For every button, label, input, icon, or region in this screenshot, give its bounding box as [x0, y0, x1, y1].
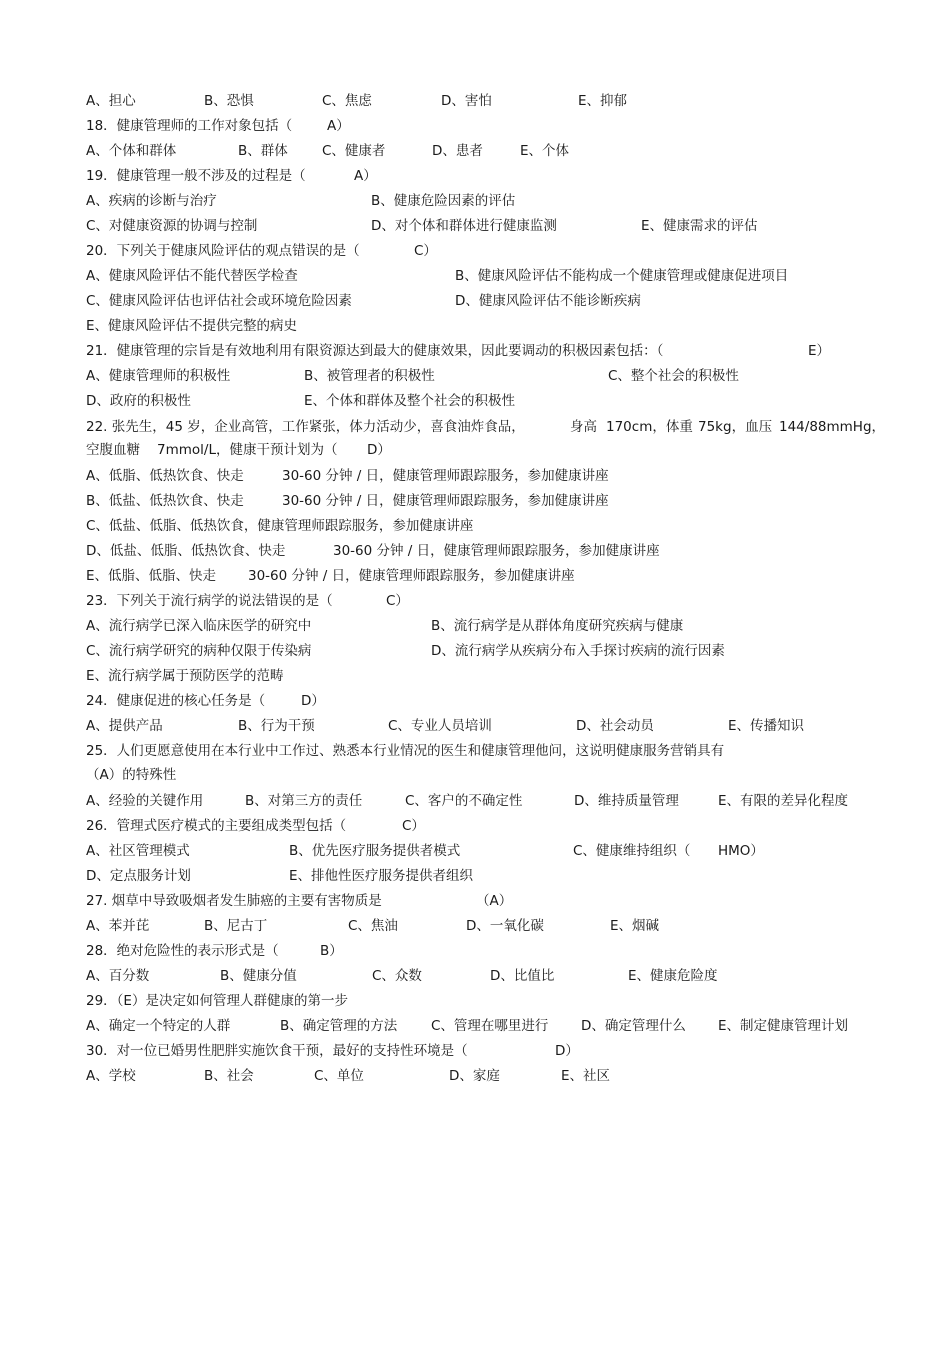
text-segment: 22. 张先生，45 岁，企业高管，工作紧张，体力活动少，喜食油炸食品， — [86, 419, 525, 435]
text-segment: A、社区管理模式 — [86, 843, 190, 859]
text-line — [0, 841, 950, 861]
text-segment: E、抑郁 — [578, 93, 628, 109]
text-segment: C） — [414, 243, 437, 259]
text-line — [0, 666, 950, 686]
text-segment: C） — [386, 593, 409, 609]
text-segment: 身高 — [570, 419, 597, 435]
text-segment: B、优先医疗服务提供者模式 — [289, 843, 461, 859]
text-line — [0, 765, 950, 785]
text-segment: B、低盐、低热饮食、快走 — [86, 493, 244, 509]
text-line — [0, 266, 950, 286]
text-segment: E、流行病学属于预防医学的范畴 — [86, 668, 284, 684]
text-segment: C、低盐、低脂、低热饮食，健康管理师跟踪服务，参加健康讲座 — [86, 518, 474, 534]
text-segment: 26．管理式医疗模式的主要组成类型包括（ — [86, 818, 347, 834]
text-segment: C、健康风险评估也评估社会或环境危险因素 — [86, 293, 352, 309]
text-segment: E、有限的差异化程度 — [718, 793, 849, 809]
text-segment: D） — [301, 693, 325, 709]
text-segment: B、健康危险因素的评估 — [371, 193, 516, 209]
text-segment: E、低脂、低脂、快走 — [86, 568, 217, 584]
text-segment: D、比值比 — [490, 968, 555, 984]
text-segment: C、流行病学研究的病种仅限于传染病 — [86, 643, 312, 659]
text-line — [0, 141, 950, 161]
text-segment: D、家庭 — [449, 1068, 500, 1084]
text-line — [0, 691, 950, 711]
text-segment: A、担心 — [86, 93, 136, 109]
text-segment: B、对第三方的责任 — [245, 793, 363, 809]
text-segment: B、健康风险评估不能构成一个健康管理或健康促进项目 — [455, 268, 789, 284]
text-segment: 21．健康管理的宗旨是有效地利用有限资源达到最大的健康效果，因此要调动的积极因素包括：（ — [86, 343, 664, 359]
text-line — [0, 541, 950, 561]
text-segment: E、健康风险评估不提供完整的病史 — [86, 318, 298, 334]
text-segment: A、疾病的诊断与治疗 — [86, 193, 217, 209]
text-line — [0, 91, 950, 111]
text-line — [0, 516, 950, 536]
text-segment: E、个体 — [520, 143, 570, 159]
text-segment: （A）的特殊性 — [86, 767, 177, 783]
text-segment: B、恐惧 — [204, 93, 254, 109]
text-segment: C、专业人员培训 — [388, 718, 492, 734]
text-segment: 25．人们更愿意使用在本行业中工作过、熟悉本行业情况的医生和健康管理他问，这说明健康服务营销具有 — [86, 743, 725, 759]
text-line — [0, 966, 950, 986]
text-segment: 30．对一位已婚男性肥胖实施饮食干预，最好的支持性环境是（ — [86, 1043, 468, 1059]
text-segment: C、健康者 — [322, 143, 386, 159]
text-segment: D） — [367, 442, 391, 458]
text-segment: A、健康风险评估不能代替医学检查 — [86, 268, 298, 284]
text-segment: 19．健康管理一般不涉及的过程是（ — [86, 168, 306, 184]
text-segment: 144/88mmHg， — [779, 419, 886, 435]
text-line — [0, 291, 950, 311]
text-segment: 30-60 分钟 / 日，健康管理师跟踪服务，参加健康讲座 — [282, 493, 609, 509]
text-line — [0, 1016, 950, 1036]
text-segment: C、焦油 — [348, 918, 398, 934]
text-segment: D、一氧化碳 — [466, 918, 544, 934]
text-segment: （A） — [476, 893, 513, 909]
text-line — [0, 791, 950, 811]
text-segment: 24．健康促进的核心任务是（ — [86, 693, 266, 709]
text-segment: B、被管理者的积极性 — [304, 368, 435, 384]
text-segment: C、对健康资源的协调与控制 — [86, 218, 258, 234]
text-segment: C、整个社会的积极性 — [608, 368, 739, 384]
text-segment: D、社会动员 — [576, 718, 654, 734]
text-segment: D、政府的积极性 — [86, 393, 191, 409]
text-segment: E） — [808, 343, 831, 359]
text-segment: B、确定管理的方法 — [280, 1018, 398, 1034]
text-segment: A） — [354, 168, 377, 184]
text-segment: 28．绝对危险性的表示形式是（ — [86, 943, 279, 959]
text-segment: D、低盐、低脂、低热饮食、快走 — [86, 543, 286, 559]
text-line — [0, 366, 950, 386]
text-line — [0, 1066, 950, 1086]
text-segment: E、健康危险度 — [628, 968, 718, 984]
text-segment: B、尼古丁 — [204, 918, 268, 934]
text-line — [0, 916, 950, 936]
text-line — [0, 466, 950, 486]
text-segment: E、制定健康管理计划 — [718, 1018, 849, 1034]
text-segment: 27. 烟草中导致吸烟者发生肺癌的主要有害物质是 — [86, 893, 382, 909]
text-segment: 空腹血糖 — [86, 442, 140, 458]
text-segment: E、健康需求的评估 — [641, 218, 758, 234]
text-line — [0, 391, 950, 411]
text-segment: B、行为干预 — [238, 718, 315, 734]
text-segment: D、定点服务计划 — [86, 868, 191, 884]
text-line — [0, 716, 950, 736]
text-segment: D、确定管理什么 — [581, 1018, 686, 1034]
text-segment: 30-60 分钟 / 日，健康管理师跟踪服务，参加健康讲座 — [248, 568, 575, 584]
text-segment: 30-60 分钟 / 日，健康管理师跟踪服务，参加健康讲座 — [282, 468, 609, 484]
text-line — [0, 816, 950, 836]
text-segment: B） — [320, 943, 343, 959]
text-segment: D、流行病学从疾病分布入手探讨疾病的流行因素 — [431, 643, 725, 659]
text-segment: A、低脂、低热饮食、快走 — [86, 468, 244, 484]
text-segment: C、管理在哪里进行 — [431, 1018, 549, 1034]
text-segment: A、百分数 — [86, 968, 150, 984]
text-segment: E、传播知识 — [728, 718, 805, 734]
text-segment: 20．下列关于健康风险评估的观点错误的是（ — [86, 243, 360, 259]
text-line — [0, 216, 950, 236]
text-segment: C） — [402, 818, 425, 834]
text-line — [0, 991, 950, 1011]
text-segment: A、学校 — [86, 1068, 136, 1084]
text-segment: D、维持质量管理 — [574, 793, 679, 809]
text-segment: A、流行病学已深入临床医学的研究中 — [86, 618, 312, 634]
text-segment: C、客户的不确定性 — [405, 793, 523, 809]
text-segment: 170cm，体重 — [606, 419, 693, 435]
text-line — [0, 166, 950, 186]
text-segment: 29．（E）是决定如何管理人群健康的第一步 — [86, 993, 348, 1009]
text-segment: C、健康维持组织（ — [573, 843, 691, 859]
text-segment: B、社会 — [204, 1068, 254, 1084]
text-line — [0, 116, 950, 136]
text-line — [0, 1041, 950, 1061]
text-segment: 7mmol/L，健康干预计划为（ — [157, 442, 338, 458]
text-segment: E、社区 — [561, 1068, 611, 1084]
text-line — [0, 866, 950, 886]
text-line — [0, 491, 950, 511]
text-line — [0, 641, 950, 661]
text-segment: D、健康风险评估不能诊断疾病 — [455, 293, 641, 309]
text-segment: D、患者 — [432, 143, 483, 159]
text-segment: A） — [327, 118, 350, 134]
text-segment: 75kg，血压 — [698, 419, 773, 435]
text-line — [0, 616, 950, 636]
text-segment: A、个体和群体 — [86, 143, 177, 159]
text-segment: C、单位 — [314, 1068, 364, 1084]
text-segment: B、流行病学是从群体角度研究疾病与健康 — [431, 618, 684, 634]
text-line — [0, 316, 950, 336]
text-segment: D、对个体和群体进行健康监测 — [371, 218, 557, 234]
text-line — [0, 341, 950, 361]
text-segment: C、众数 — [372, 968, 422, 984]
text-segment: A、健康管理师的积极性 — [86, 368, 231, 384]
text-segment: 23．下列关于流行病学的说法错误的是（ — [86, 593, 333, 609]
text-segment: A、经验的关键作用 — [86, 793, 204, 809]
text-segment: E、个体和群体及整个社会的积极性 — [304, 393, 516, 409]
text-segment: A、确定一个特定的人群 — [86, 1018, 231, 1034]
text-line — [0, 891, 950, 911]
text-line — [0, 741, 950, 761]
text-line — [0, 241, 950, 261]
text-segment: D、害怕 — [441, 93, 492, 109]
text-segment: B、健康分值 — [220, 968, 297, 984]
text-line — [0, 191, 950, 211]
text-segment: E、烟碱 — [610, 918, 660, 934]
text-segment: B、群体 — [238, 143, 288, 159]
text-line — [0, 417, 950, 437]
text-segment: A、提供产品 — [86, 718, 163, 734]
text-segment: 30-60 分钟 / 日，健康管理师跟踪服务，参加健康讲座 — [333, 543, 660, 559]
text-segment: 18．健康管理师的工作对象包括（ — [86, 118, 293, 134]
text-segment: C、焦虑 — [322, 93, 372, 109]
text-line — [0, 440, 950, 460]
text-segment: D） — [555, 1043, 579, 1059]
text-line — [0, 941, 950, 961]
text-segment: A、苯并芘 — [86, 918, 150, 934]
text-segment: HMO） — [718, 843, 764, 859]
text-segment: E、排他性医疗服务提供者组织 — [289, 868, 474, 884]
text-line — [0, 566, 950, 586]
text-line — [0, 591, 950, 611]
